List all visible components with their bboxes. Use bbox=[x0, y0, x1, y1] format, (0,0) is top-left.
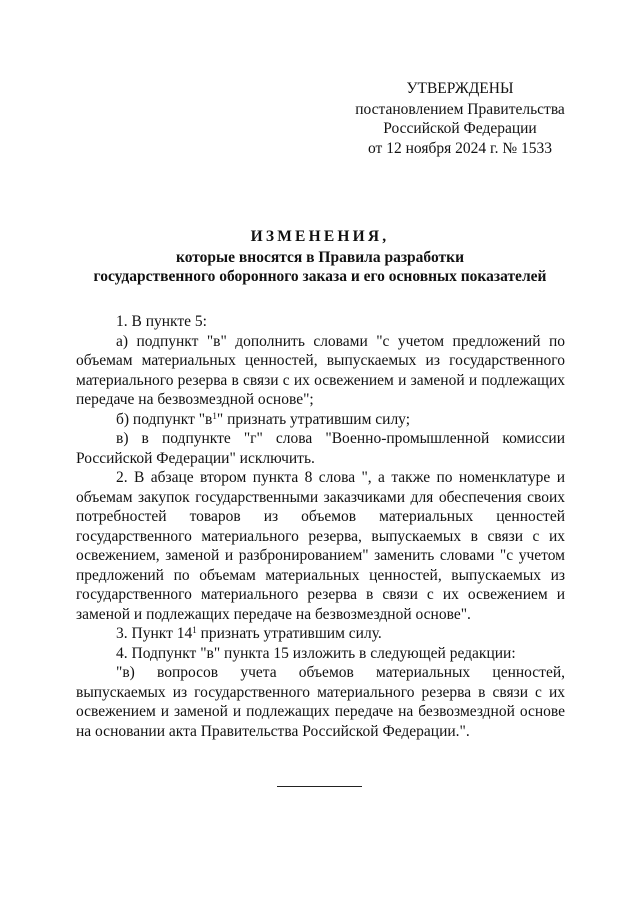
approval-line: Российской Федерации bbox=[383, 120, 537, 137]
approval-title: УТВЕРЖДЕНЫ bbox=[406, 80, 514, 97]
document-subtitle bbox=[70, 249, 570, 286]
item-4-quote: "в) вопросов учета объемов материальных ценностей, выпускаемых из государственного материального резерва в связи с их освежением и заменой и подлежащих передаче на безвозмездной основе на основании акта Правительства Российской Федерации.". bbox=[76, 664, 565, 740]
approval-block bbox=[340, 79, 580, 158]
item-1c: в) в подпункте "г" слова "Военно-промышленной комиссии Российской Федерации" исключить. bbox=[76, 430, 565, 467]
item-1b-superscript: 1 bbox=[212, 410, 217, 421]
item-1b-text: б) подпункт "в bbox=[116, 410, 213, 428]
item-1: 1. В пункте 5: bbox=[116, 313, 207, 330]
document-body bbox=[76, 312, 565, 741]
subtitle-line: государственного оборонного заказа и его основных показателей bbox=[93, 267, 547, 285]
item-3-text-end: признать утратившим силу. bbox=[196, 625, 382, 642]
item-3 bbox=[76, 624, 565, 644]
end-divider bbox=[277, 786, 362, 787]
item-2: 2. В абзаце втором пункта 8 слова ", а также по номенклатуре и объемам закупок государственными заказчиками для обеспечения своих потребностей товаров из объемов материальных ценностей государственного материального резерва, выпускаемых в связи с их освежением, заменой и разбронированием" заменить словами "с учетом предложений по объемам материальных ценностей, выпускаемых из государственного материального резерва в связи с их освежением и заменой и подлежащих передаче на безвозмездной основе". bbox=[76, 469, 565, 623]
item-3-text: 3. Пункт 14 bbox=[116, 625, 193, 642]
item-1b bbox=[76, 410, 565, 430]
approval-line: постановлением Правительства bbox=[355, 100, 565, 118]
document-title: ИЗМЕНЕНИЯ, bbox=[250, 228, 390, 245]
item-3-superscript: 1 bbox=[192, 625, 197, 635]
subtitle-line: которые вносятся в Правила разработки bbox=[176, 249, 464, 266]
item-1b-text-end: " признать утратившим силу; bbox=[216, 410, 411, 428]
item-1a: а) подпункт "в" дополнить словами "с учетом предложений по объемам материальных ценностей, выпускаемых из государственного материального резерва в связи с их освежением и заменой и подлежащих передаче на безвозмездной основе"; bbox=[76, 332, 565, 408]
approval-date: от 12 ноября 2024 г. № 1533 bbox=[368, 139, 552, 157]
item-4: 4. Подпункт "в" пункта 15 изложить в следующей редакции: bbox=[116, 644, 516, 662]
